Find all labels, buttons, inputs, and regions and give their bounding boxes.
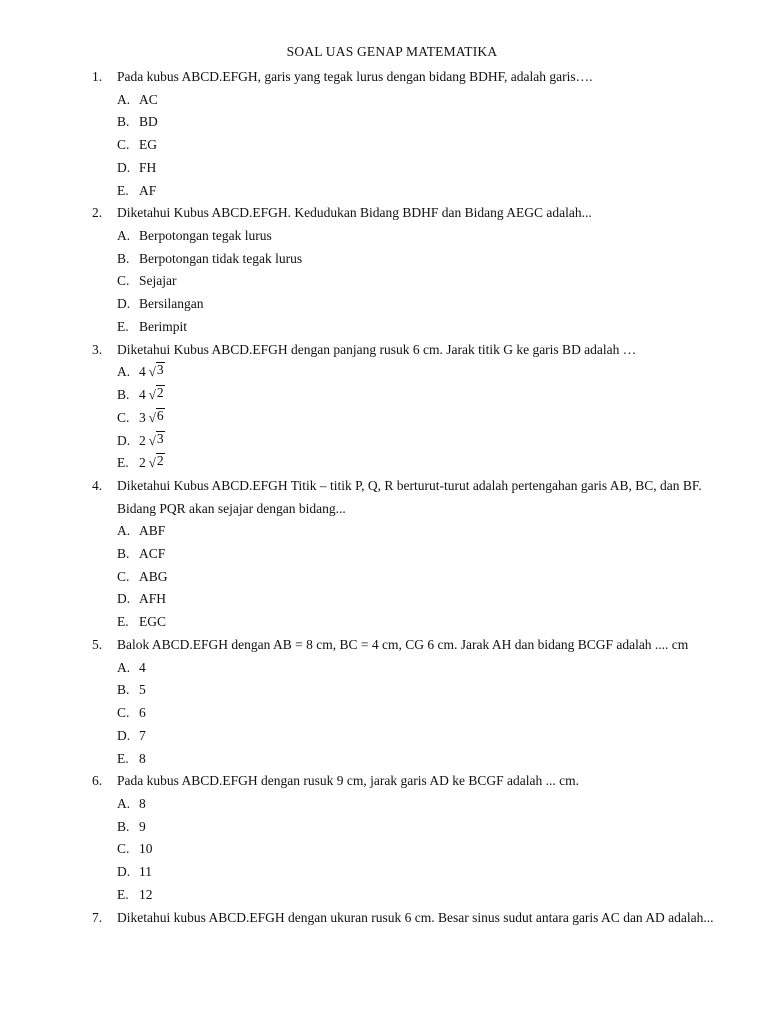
option-a (117, 225, 716, 248)
option-letter: C. (117, 568, 130, 584)
question-text: Diketahui Kubus ABCD.EFGH. Kedudukan Bidang BDHF dan Bidang AEGC adalah... (117, 205, 592, 221)
option-a (117, 89, 716, 112)
sqrt-expression (149, 431, 165, 447)
sqrt-radicand: 2 (156, 385, 164, 401)
option-letter: C. (117, 705, 130, 721)
question-number: 5. (92, 636, 103, 652)
option-a (117, 361, 716, 384)
sqrt-coefficient: 4 (139, 364, 146, 380)
sqrt-radicand: 3 (156, 430, 164, 446)
sqrt-coefficient: 4 (139, 387, 146, 403)
option-letter: E. (117, 614, 129, 630)
option-d (117, 588, 716, 611)
sqrt-radicand: 6 (156, 407, 164, 423)
question-number: 6. (92, 773, 103, 789)
option-e (117, 180, 716, 203)
question-text: Balok ABCD.EFGH dengan AB = 8 cm, BC = 4 cm, CG 6 cm. Jarak AH dan bidang BCGF adalah .... cm (117, 636, 689, 652)
option-text: 9 (139, 818, 146, 834)
option-text: BD (139, 114, 158, 130)
option-letter: D. (117, 159, 131, 175)
option-c (117, 270, 716, 293)
sqrt-coefficient: 2 (139, 432, 146, 448)
option-b (117, 816, 716, 839)
sqrt-sign-icon: √ (148, 432, 156, 448)
option-letter: A. (117, 364, 131, 380)
option-text: 12 (139, 886, 153, 902)
sqrt-sign-icon: √ (148, 364, 156, 380)
option-text: Berimpit (139, 318, 187, 334)
option-c (117, 702, 716, 725)
sqrt-sign-icon: √ (148, 409, 156, 425)
option-letter: E. (117, 318, 129, 334)
question-6-options (117, 793, 716, 907)
option-text: 5 (139, 682, 146, 698)
sqrt-sign-icon: √ (148, 455, 156, 471)
option-text: 6 (139, 705, 146, 721)
option-text: 8 (139, 750, 146, 766)
option-value (139, 452, 165, 475)
option-letter: E. (117, 455, 129, 471)
option-letter: A. (117, 227, 131, 243)
option-value (139, 407, 165, 430)
sqrt-sign-icon: √ (148, 387, 156, 403)
option-text: FH (139, 159, 157, 175)
option-letter: D. (117, 591, 131, 607)
sqrt-expression (149, 385, 165, 401)
option-letter: B. (117, 682, 130, 698)
sqrt-expression (149, 453, 165, 469)
sqrt-coefficient: 3 (139, 409, 146, 425)
option-text: Berpotongan tidak tegak lurus (139, 250, 303, 266)
question-number: 1. (92, 69, 103, 84)
option-b (117, 111, 716, 134)
option-letter: E. (117, 886, 129, 902)
question-4 (92, 475, 716, 520)
option-text: 11 (139, 864, 152, 880)
option-text: 8 (139, 795, 146, 811)
question-5-options (117, 657, 716, 771)
option-value (139, 361, 165, 384)
option-letter: B. (117, 545, 130, 561)
question-2 (92, 202, 716, 225)
option-letter: C. (117, 409, 130, 425)
option-c (117, 566, 716, 589)
option-letter: C. (117, 137, 130, 153)
question-1-options (117, 89, 716, 203)
question-text: Diketahui Kubus ABCD.EFGH Titik – titik P, Q, R berturut-turut adalah pertengahan garis AB, BC, dan BF. Bidang PQR akan sejajar dengan bidang... (117, 478, 702, 516)
option-letter: D. (117, 864, 131, 880)
option-a (117, 520, 716, 543)
option-b (117, 248, 716, 271)
option-c (117, 838, 716, 861)
option-text: EGC (139, 614, 166, 630)
question-4-options (117, 520, 716, 634)
option-letter: B. (117, 250, 130, 266)
question-3 (92, 339, 716, 362)
question-text: Pada kubus ABCD.EFGH dengan rusuk 9 cm, jarak garis AD ke BCGF adalah ... cm. (117, 773, 579, 789)
option-e (117, 316, 716, 339)
sqrt-expression (149, 362, 165, 378)
option-text: Berpotongan tegak lurus (139, 227, 272, 243)
question-7 (92, 907, 716, 930)
question-5 (92, 634, 716, 657)
option-value (139, 430, 165, 453)
sqrt-radicand: 3 (156, 362, 164, 378)
sqrt-coefficient: 2 (139, 455, 146, 471)
question-number: 7. (92, 909, 103, 925)
option-d (117, 293, 716, 316)
question-text: Pada kubus ABCD.EFGH, garis yang tegak lurus dengan bidang BDHF, adalah garis…. (117, 69, 593, 84)
option-letter: D. (117, 432, 131, 448)
option-letter: A. (117, 523, 131, 539)
option-text: 7 (139, 727, 146, 743)
option-letter: D. (117, 727, 131, 743)
option-e (117, 748, 716, 771)
option-text: Sejajar (139, 273, 177, 289)
option-d (117, 861, 716, 884)
option-text: ABF (139, 523, 166, 539)
option-text: EG (139, 137, 157, 153)
option-b (117, 543, 716, 566)
option-text: AF (139, 182, 157, 198)
option-text: 4 (139, 659, 146, 675)
option-b (117, 384, 716, 407)
option-letter: B. (117, 387, 130, 403)
question-3-options (117, 361, 716, 475)
option-b (117, 679, 716, 702)
option-c (117, 407, 716, 430)
option-letter: A. (117, 659, 131, 675)
option-a (117, 793, 716, 816)
option-d (117, 725, 716, 748)
option-text: Bersilangan (139, 296, 204, 312)
option-text: ABG (139, 568, 168, 584)
question-list (92, 66, 716, 929)
option-d (117, 430, 716, 453)
option-text: ACF (139, 545, 166, 561)
option-value (139, 384, 165, 407)
option-letter: B. (117, 114, 130, 130)
question-number: 2. (92, 205, 103, 221)
question-number: 3. (92, 341, 103, 357)
question-1 (92, 66, 716, 89)
question-number: 4. (92, 478, 103, 494)
question-text: Diketahui Kubus ABCD.EFGH dengan panjang rusuk 6 cm. Jarak titik G ke garis BD adalah … (117, 341, 637, 357)
sqrt-expression (149, 408, 165, 424)
option-letter: D. (117, 296, 131, 312)
option-letter: B. (117, 818, 130, 834)
option-letter: C. (117, 273, 130, 289)
page-title: SOAL UAS GENAP MATEMATIKA (286, 44, 498, 59)
option-d (117, 157, 716, 180)
option-a (117, 657, 716, 680)
option-letter: A. (117, 795, 131, 811)
option-e (117, 452, 716, 475)
question-2-options (117, 225, 716, 339)
option-e (117, 611, 716, 634)
sqrt-radicand: 2 (156, 453, 164, 469)
question-6 (92, 770, 716, 793)
option-text: 10 (139, 841, 153, 857)
question-text: Diketahui kubus ABCD.EFGH dengan ukuran rusuk 6 cm. Besar sinus sudut antara garis AC dan AD adalah... (117, 909, 714, 925)
option-text: AC (139, 91, 158, 107)
option-letter: E. (117, 182, 129, 198)
option-e (117, 884, 716, 907)
option-letter: A. (117, 91, 131, 107)
option-text: AFH (139, 591, 167, 607)
option-letter: E. (117, 750, 129, 766)
option-letter: C. (117, 841, 130, 857)
option-c (117, 134, 716, 157)
